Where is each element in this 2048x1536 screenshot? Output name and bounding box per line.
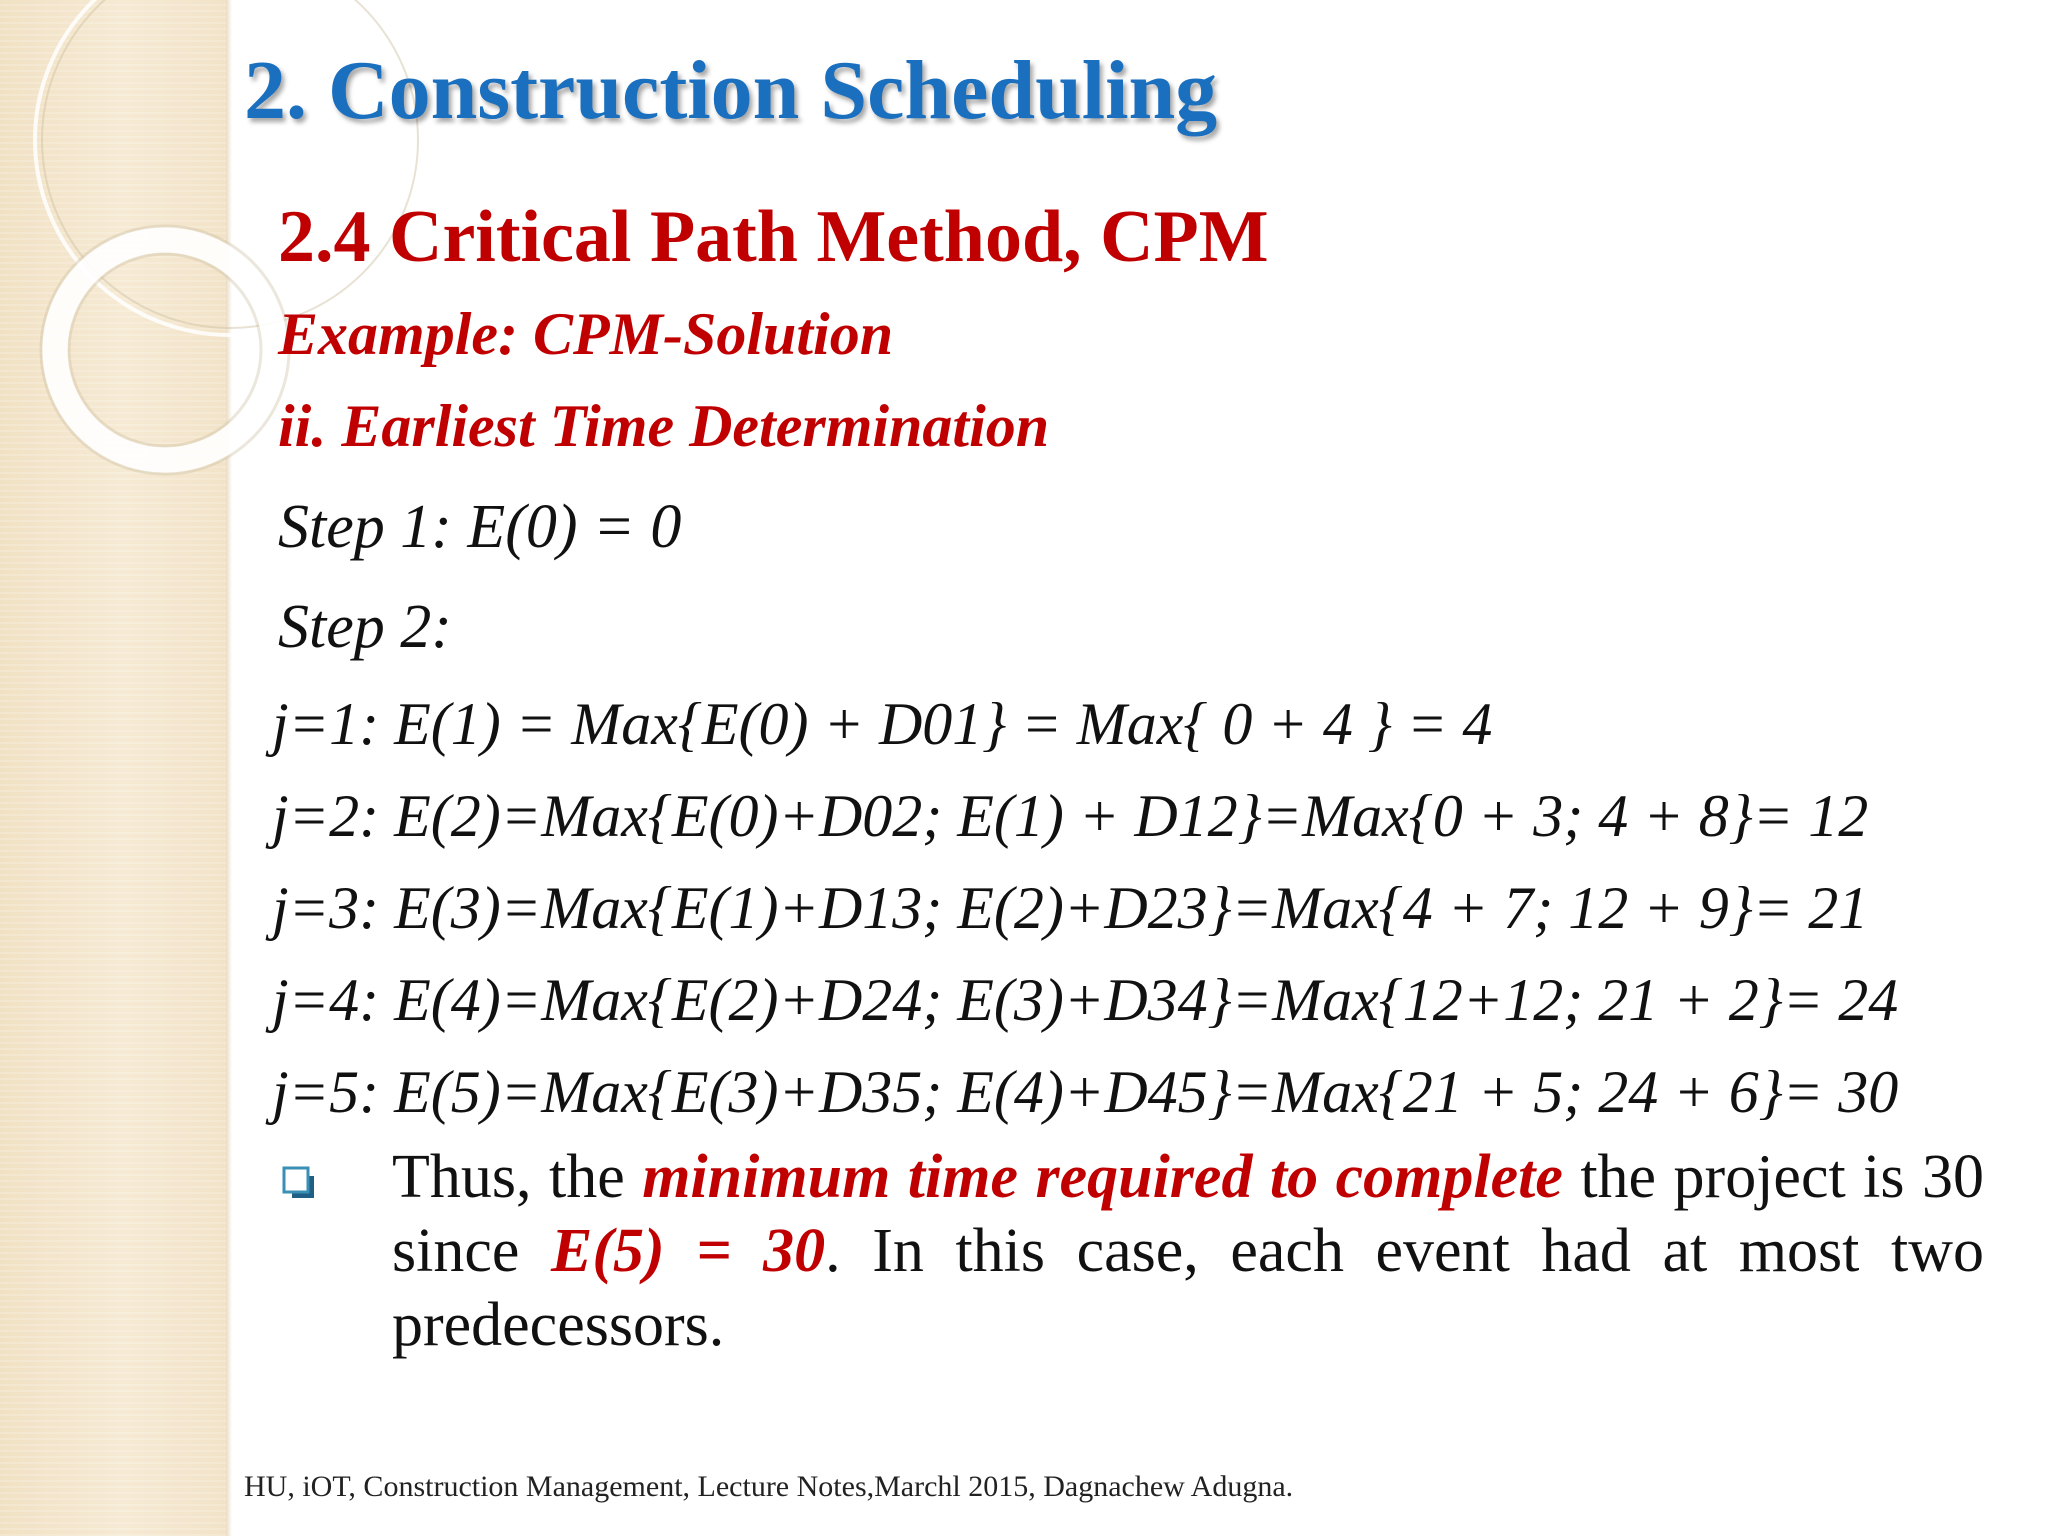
section-subtitle: 2.4 Critical Path Method, CPM <box>278 196 1269 278</box>
step-2: Step 2: <box>278 593 452 661</box>
conclusion-paragraph <box>392 1140 1984 1362</box>
conclusion-text-2: the project is 30 since <box>392 1143 1984 1285</box>
equation-j2: j=2: E(2)=Max{E(0)+D02; E(1) + D12}=Max{0 + 3; 4 + 8}= 12 <box>272 783 1869 849</box>
step-1: Step 1: E(0) = 0 <box>278 493 682 561</box>
footer-citation: HU, iOT, Construction Management, Lecture Notes,Marchl 2015, Dagnachew Adugna. <box>244 1470 1294 1503</box>
slide-title: 2. Construction Scheduling <box>244 44 1218 137</box>
hollow-square-bullet-icon <box>282 1166 316 1200</box>
equation-j5: j=5: E(5)=Max{E(3)+D35; E(4)+D45}=Max{21 + 5; 24 + 6}= 30 <box>272 1059 1899 1125</box>
conclusion-emphasis-min-time: minimum time required to complete <box>642 1143 1563 1211</box>
example-heading: Example: CPM-Solution <box>278 301 894 367</box>
equation-j1: j=1: E(1) = Max{E(0) + D01} = Max{ 0 + 4 } = 4 <box>272 691 1493 757</box>
equation-j3: j=3: E(3)=Max{E(1)+D13; E(2)+D23}=Max{4 + 7; 12 + 9}= 21 <box>272 875 1869 941</box>
conclusion-emphasis-e5: E(5) = 30 <box>550 1217 826 1285</box>
conclusion-text-1: Thus, the <box>392 1143 643 1211</box>
conclusion-text-3: . In this case, each event had at most two predecessors. <box>392 1217 1984 1359</box>
equation-j4: j=4: E(4)=Max{E(2)+D24; E(3)+D34}=Max{12+12; 21 + 2}= 24 <box>272 967 1899 1033</box>
section-heading: ii. Earliest Time Determination <box>278 393 1050 459</box>
